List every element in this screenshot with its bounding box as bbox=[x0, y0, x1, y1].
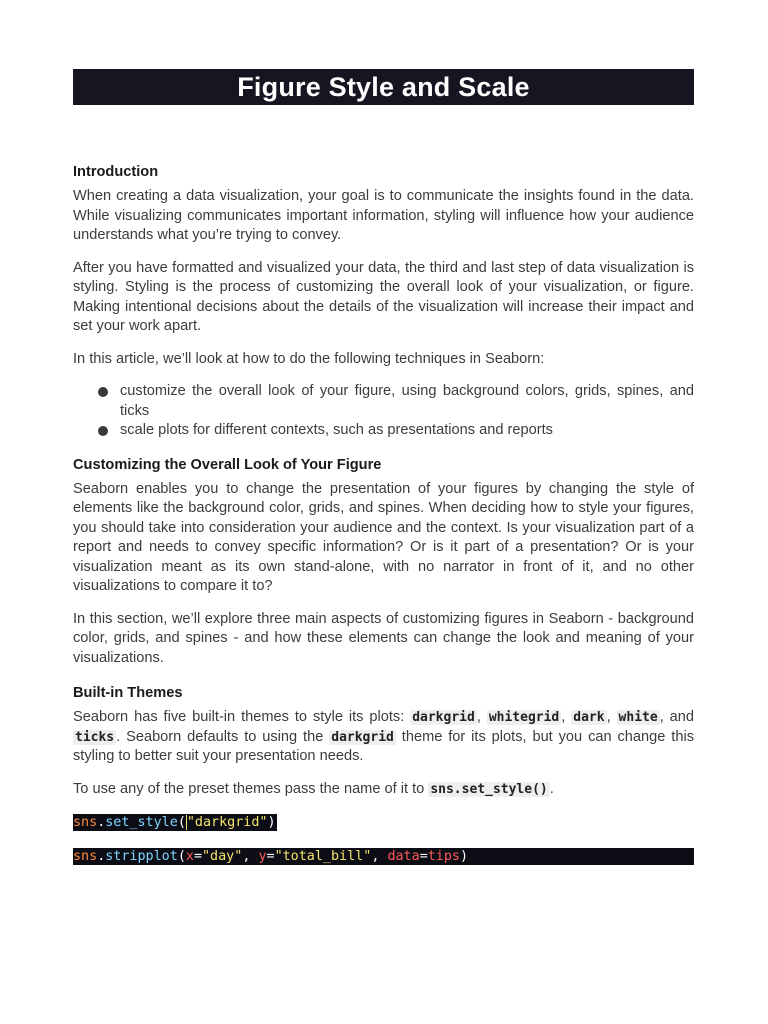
themes-mid-text: . Seaborn defaults to using the bbox=[116, 728, 330, 745]
page-title: Figure Style and Scale bbox=[73, 69, 694, 105]
customizing-heading: Customizing the Overall Look of Your Figure bbox=[73, 456, 382, 473]
separator: , and bbox=[659, 709, 695, 725]
intro-paragraph-3: In this article, we’ll look at how to do the following techniques in Seaborn: bbox=[73, 350, 545, 367]
themes-intro-text: Seaborn has five built-in themes to style its plots: bbox=[73, 709, 411, 725]
code-token: = bbox=[266, 848, 275, 864]
themes-end-text: theme for its plots, but you can change this styling to better suit your presentation needs. bbox=[73, 728, 694, 764]
code-token: x bbox=[185, 848, 194, 864]
code-token: , bbox=[242, 848, 259, 864]
code-token: "day" bbox=[202, 848, 243, 864]
code-token: ( bbox=[177, 815, 186, 830]
bullet-icon bbox=[98, 387, 108, 397]
list-item bbox=[73, 421, 694, 441]
list-item-text: scale plots for different contexts, such as presentations and reports bbox=[120, 422, 553, 438]
set-style-code: sns.set_style() bbox=[430, 781, 548, 797]
code-token: = bbox=[419, 848, 428, 864]
code-token: ( bbox=[177, 848, 186, 864]
intro-paragraph-1: When creating a data visualization, your goal is to communicate the insights found in the data. While visualizing communicates important information, styling will influence how your audience understands what you’re trying to convey. bbox=[73, 188, 694, 243]
code-block-1 bbox=[73, 813, 694, 833]
separator: , bbox=[476, 709, 487, 725]
theme-code-darkgrid: darkgrid bbox=[412, 710, 475, 725]
code-token: "total_bill" bbox=[274, 848, 372, 864]
customizing-paragraph-1: Seaborn enables you to change the presentation of your figures by changing the style of elements like the background color, grids, and spines. When deciding how to style your figures, you should take into consideration your audience and the context. Is your visualization part of a report and needs to convey specific information? Or is it part of a presentation? Or is your visualization meant as its own stand-alone, with no narrator in front of it, and no other visualizations to compare it to? bbox=[73, 480, 694, 594]
code-line-stripplot bbox=[73, 848, 694, 865]
themes-paragraph-1 bbox=[73, 708, 694, 767]
intro-heading: Introduction bbox=[73, 164, 159, 180]
theme-code-ticks: ticks bbox=[75, 729, 115, 745]
article-body bbox=[73, 163, 694, 865]
intro-paragraph-2: After you have formatted and visualized your data, the third and last step of data visualization is styling. Styling is the process of customizing the overall look of your visualization, or figure. Making intentional decisions about the details of the visualization will increase their impact and set your work apart. bbox=[73, 259, 694, 334]
code-line-set-style bbox=[73, 814, 277, 831]
code-token: stripplot bbox=[105, 848, 178, 864]
code-token: . bbox=[97, 848, 106, 864]
code-token: data bbox=[387, 848, 420, 864]
code-token: ) bbox=[267, 815, 276, 830]
separator: , bbox=[561, 709, 572, 725]
bullet-icon bbox=[98, 426, 108, 436]
code-token: y bbox=[258, 848, 267, 864]
code-token: ) bbox=[460, 848, 469, 864]
default-theme-code: darkgrid bbox=[331, 729, 394, 745]
technique-list bbox=[73, 382, 694, 441]
code-token: "darkgrid" bbox=[186, 815, 268, 830]
theme-code-white: white bbox=[618, 710, 658, 725]
themes-p2-text: To use any of the preset themes pass the name of it to bbox=[73, 780, 429, 797]
code-token: set_style bbox=[105, 815, 178, 830]
code-token: sns bbox=[73, 815, 98, 830]
code-token: sns bbox=[73, 848, 98, 864]
code-token: tips bbox=[427, 848, 460, 864]
period: . bbox=[549, 780, 554, 797]
code-token: , bbox=[371, 848, 388, 864]
customizing-paragraph-2: In this section, we’ll explore three main aspects of customizing figures in Seaborn - background color, grids, and spines - and how these elements can change the look and meaning of your visualizations. bbox=[73, 610, 694, 666]
theme-code-dark: dark bbox=[573, 710, 605, 725]
code-token: . bbox=[97, 815, 106, 830]
list-item bbox=[73, 382, 694, 421]
list-item-text: customize the overall look of your figure, using background colors, grids, spines, and ticks bbox=[120, 383, 694, 419]
theme-code-whitegrid: whitegrid bbox=[488, 710, 560, 725]
separator: , bbox=[606, 709, 617, 725]
themes-heading: Built-in Themes bbox=[73, 685, 183, 701]
themes-paragraph-2 bbox=[73, 780, 694, 800]
code-token: = bbox=[193, 848, 202, 864]
